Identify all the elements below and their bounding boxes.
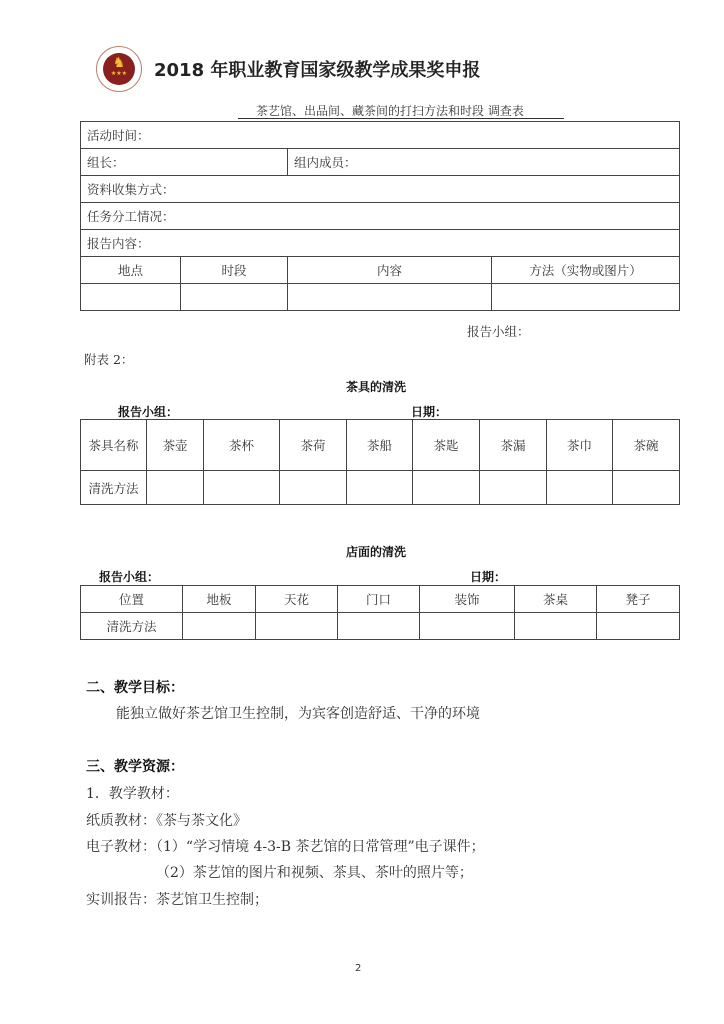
table-cell[interactable]	[413, 471, 480, 505]
activity-time-field[interactable]: 活动时间：	[81, 122, 680, 149]
table-cell[interactable]	[492, 284, 680, 311]
table-cell[interactable]	[288, 284, 492, 311]
storefront-title: 店面的清洗	[346, 545, 407, 559]
table-row	[81, 176, 680, 203]
table-cell[interactable]	[181, 284, 288, 311]
row-label: 清洗方法	[81, 613, 183, 640]
table-cell[interactable]	[256, 613, 338, 640]
storefront-report-group: 报告小组：	[99, 570, 160, 584]
column-header: 茶壶	[147, 420, 204, 471]
column-header: 时段	[181, 257, 288, 284]
survey-title: 茶艺馆、出品间、藏茶间的打扫方法和时段 调查表	[238, 104, 564, 119]
resource-line: （2）茶艺馆的图片和视频、茶具、茶叶的照片等；	[156, 865, 473, 881]
teaware-report-group: 报告小组：	[118, 405, 179, 419]
table-cell[interactable]	[613, 471, 680, 505]
table-cell[interactable]	[347, 471, 413, 505]
table-cell[interactable]	[204, 471, 280, 505]
members-field[interactable]: 组内成员：	[288, 149, 680, 176]
column-header: 茶漏	[480, 420, 547, 471]
teaware-date: 日期：	[411, 405, 448, 419]
column-header: 茶杯	[204, 420, 280, 471]
table-cell[interactable]	[81, 284, 181, 311]
column-header: 茶船	[347, 420, 413, 471]
teaware-table	[80, 419, 680, 505]
column-header: 门口	[338, 586, 420, 613]
report-group-label: 报告小组：	[467, 324, 530, 339]
header-title: 2018 年职业教育国家级教学成果奖申报	[154, 60, 481, 81]
table-row	[81, 284, 680, 311]
table-cell[interactable]	[597, 613, 680, 640]
table-cell[interactable]	[338, 613, 420, 640]
column-header: 地板	[183, 586, 256, 613]
column-header: 方法（实物或图片）	[492, 257, 680, 284]
section3-heading: 三、教学资源：	[86, 759, 184, 775]
report-content-field[interactable]: 报告内容：	[81, 230, 680, 257]
stars-icon: ★★★	[110, 70, 128, 77]
column-header: 凳子	[597, 586, 680, 613]
column-header: 茶匙	[413, 420, 480, 471]
table-cell[interactable]	[147, 471, 204, 505]
table-header-row	[81, 586, 680, 613]
column-header: 天花	[256, 586, 338, 613]
section2-heading: 二、教学目标：	[86, 680, 184, 696]
resource-line: 电子教材：（1）“学习情境 4-3-B 茶艺馆的日常管理”电子课件；	[86, 839, 485, 855]
storefront-date: 日期：	[470, 570, 507, 584]
seal-inner	[103, 53, 135, 85]
table-cell[interactable]	[280, 471, 347, 505]
table-cell[interactable]	[547, 471, 613, 505]
task-division-field[interactable]: 任务分工情况：	[81, 203, 680, 230]
table-header-row	[81, 257, 680, 284]
column-header: 茶巾	[547, 420, 613, 471]
table-header-row	[81, 420, 680, 471]
row-label: 清洗方法	[81, 471, 147, 505]
column-header: 茶荷	[280, 420, 347, 471]
table-row	[81, 122, 680, 149]
table-cell[interactable]	[420, 613, 515, 640]
table-cell[interactable]	[515, 613, 597, 640]
table-row	[81, 149, 680, 176]
table-row	[81, 613, 680, 640]
column-header: 内容	[288, 257, 492, 284]
resource-line: 纸质教材：《茶与茶文化》	[86, 813, 247, 829]
table-cell[interactable]	[480, 471, 547, 505]
appendix-label: 附表 2：	[84, 352, 134, 367]
column-header: 装饰	[420, 586, 515, 613]
survey-table	[80, 121, 680, 311]
table-row	[81, 471, 680, 505]
leader-field[interactable]: 组长：	[81, 149, 288, 176]
column-header: 茶桌	[515, 586, 597, 613]
column-header: 地点	[81, 257, 181, 284]
school-seal-logo	[96, 46, 142, 92]
table-cell[interactable]	[183, 613, 256, 640]
table-row	[81, 203, 680, 230]
teaware-title: 茶具的清洗	[346, 380, 407, 394]
section2-text: 能独立做好茶艺馆卫生控制，为宾客创造舒适、干净的环境	[116, 706, 480, 722]
column-header: 位置	[81, 586, 183, 613]
collection-method-field[interactable]: 资料收集方式：	[81, 176, 680, 203]
column-header: 茶碗	[613, 420, 680, 471]
resource-line: 1．教学教材：	[86, 786, 179, 802]
page-number: 2	[355, 963, 362, 974]
table-row	[81, 230, 680, 257]
resource-line: 实训报告：茶艺馆卫生控制；	[86, 892, 268, 908]
storefront-table	[80, 585, 680, 640]
horse-icon: ♞	[112, 55, 126, 71]
column-header: 茶具名称	[81, 420, 147, 471]
